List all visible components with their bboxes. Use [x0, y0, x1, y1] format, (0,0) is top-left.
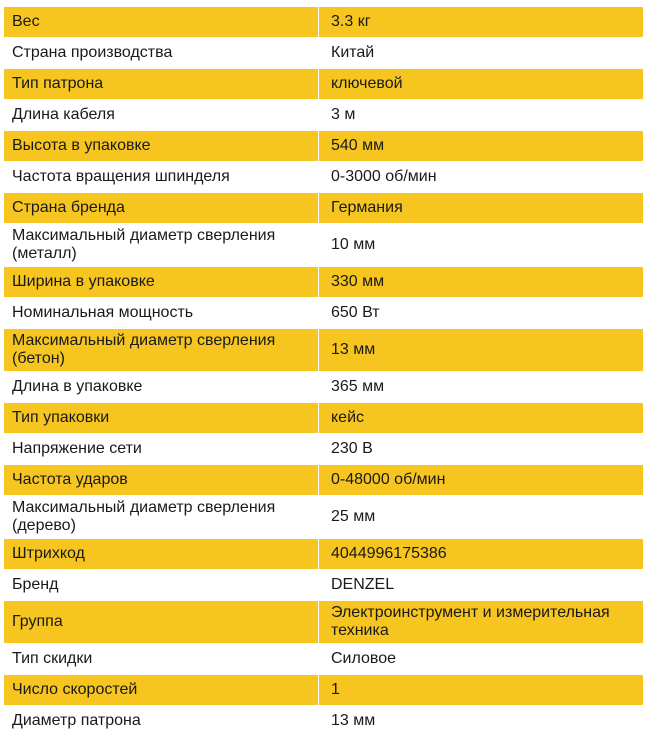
spec-name: Частота ударов [4, 465, 319, 496]
spec-value: 0-48000 об/мин [319, 465, 644, 496]
spec-value: DENZEL [319, 570, 644, 601]
spec-name: Ширина в упаковке [4, 267, 319, 298]
spec-row [4, 100, 643, 131]
spec-value: 230 В [319, 434, 644, 465]
spec-row [4, 69, 643, 100]
spec-name: Группа [4, 601, 319, 644]
spec-row [4, 162, 643, 193]
spec-value: 13 мм [319, 706, 644, 737]
spec-name: Страна производства [4, 38, 319, 69]
spec-name: Напряжение сети [4, 434, 319, 465]
spec-value: ключевой [319, 69, 644, 100]
spec-value: 13 мм [319, 329, 644, 372]
spec-value: 10 мм [319, 224, 644, 267]
spec-name: Номинальная мощность [4, 298, 319, 329]
spec-name: Диаметр патрона [4, 706, 319, 737]
spec-name: Страна бренда [4, 193, 319, 224]
spec-value: 1 [319, 675, 644, 706]
spec-row [4, 329, 643, 372]
spec-value: 3.3 кг [319, 7, 644, 38]
spec-value: Силовое [319, 644, 644, 675]
spec-row [4, 496, 643, 539]
spec-value: 650 Вт [319, 298, 644, 329]
spec-value: 25 мм [319, 496, 644, 539]
spec-row [4, 403, 643, 434]
spec-row [4, 372, 643, 403]
spec-value: 4044996175386 [319, 539, 644, 570]
spec-value: Электроинструмент и измерительная техника [319, 601, 644, 644]
spec-value: кейс [319, 403, 644, 434]
spec-value: 330 мм [319, 267, 644, 298]
spec-row [4, 7, 643, 38]
spec-name: Максимальный диаметр сверления (металл) [4, 224, 319, 267]
spec-name: Максимальный диаметр сверления (бетон) [4, 329, 319, 372]
specifications-table-body [4, 7, 643, 737]
spec-value: 3 м [319, 100, 644, 131]
spec-row [4, 706, 643, 737]
spec-row [4, 267, 643, 298]
spec-row [4, 644, 643, 675]
spec-row [4, 539, 643, 570]
spec-row [4, 298, 643, 329]
spec-value: Германия [319, 193, 644, 224]
spec-row [4, 224, 643, 267]
spec-name: Число скоростей [4, 675, 319, 706]
spec-value: 365 мм [319, 372, 644, 403]
spec-name: Тип упаковки [4, 403, 319, 434]
spec-row [4, 434, 643, 465]
spec-value: 540 мм [319, 131, 644, 162]
spec-name: Максимальный диаметр сверления (дерево) [4, 496, 319, 539]
spec-row [4, 570, 643, 601]
spec-row [4, 465, 643, 496]
spec-name: Высота в упаковке [4, 131, 319, 162]
spec-row [4, 131, 643, 162]
spec-value: 0-3000 об/мин [319, 162, 644, 193]
spec-row [4, 193, 643, 224]
spec-name: Частота вращения шпинделя [4, 162, 319, 193]
spec-row [4, 675, 643, 706]
spec-name: Бренд [4, 570, 319, 601]
spec-name: Штрихкод [4, 539, 319, 570]
spec-row [4, 38, 643, 69]
spec-name: Длина кабеля [4, 100, 319, 131]
spec-name: Вес [4, 7, 319, 38]
spec-value: Китай [319, 38, 644, 69]
spec-name: Тип скидки [4, 644, 319, 675]
spec-name: Тип патрона [4, 69, 319, 100]
spec-row [4, 601, 643, 644]
specifications-table [4, 6, 643, 737]
spec-name: Длина в упаковке [4, 372, 319, 403]
